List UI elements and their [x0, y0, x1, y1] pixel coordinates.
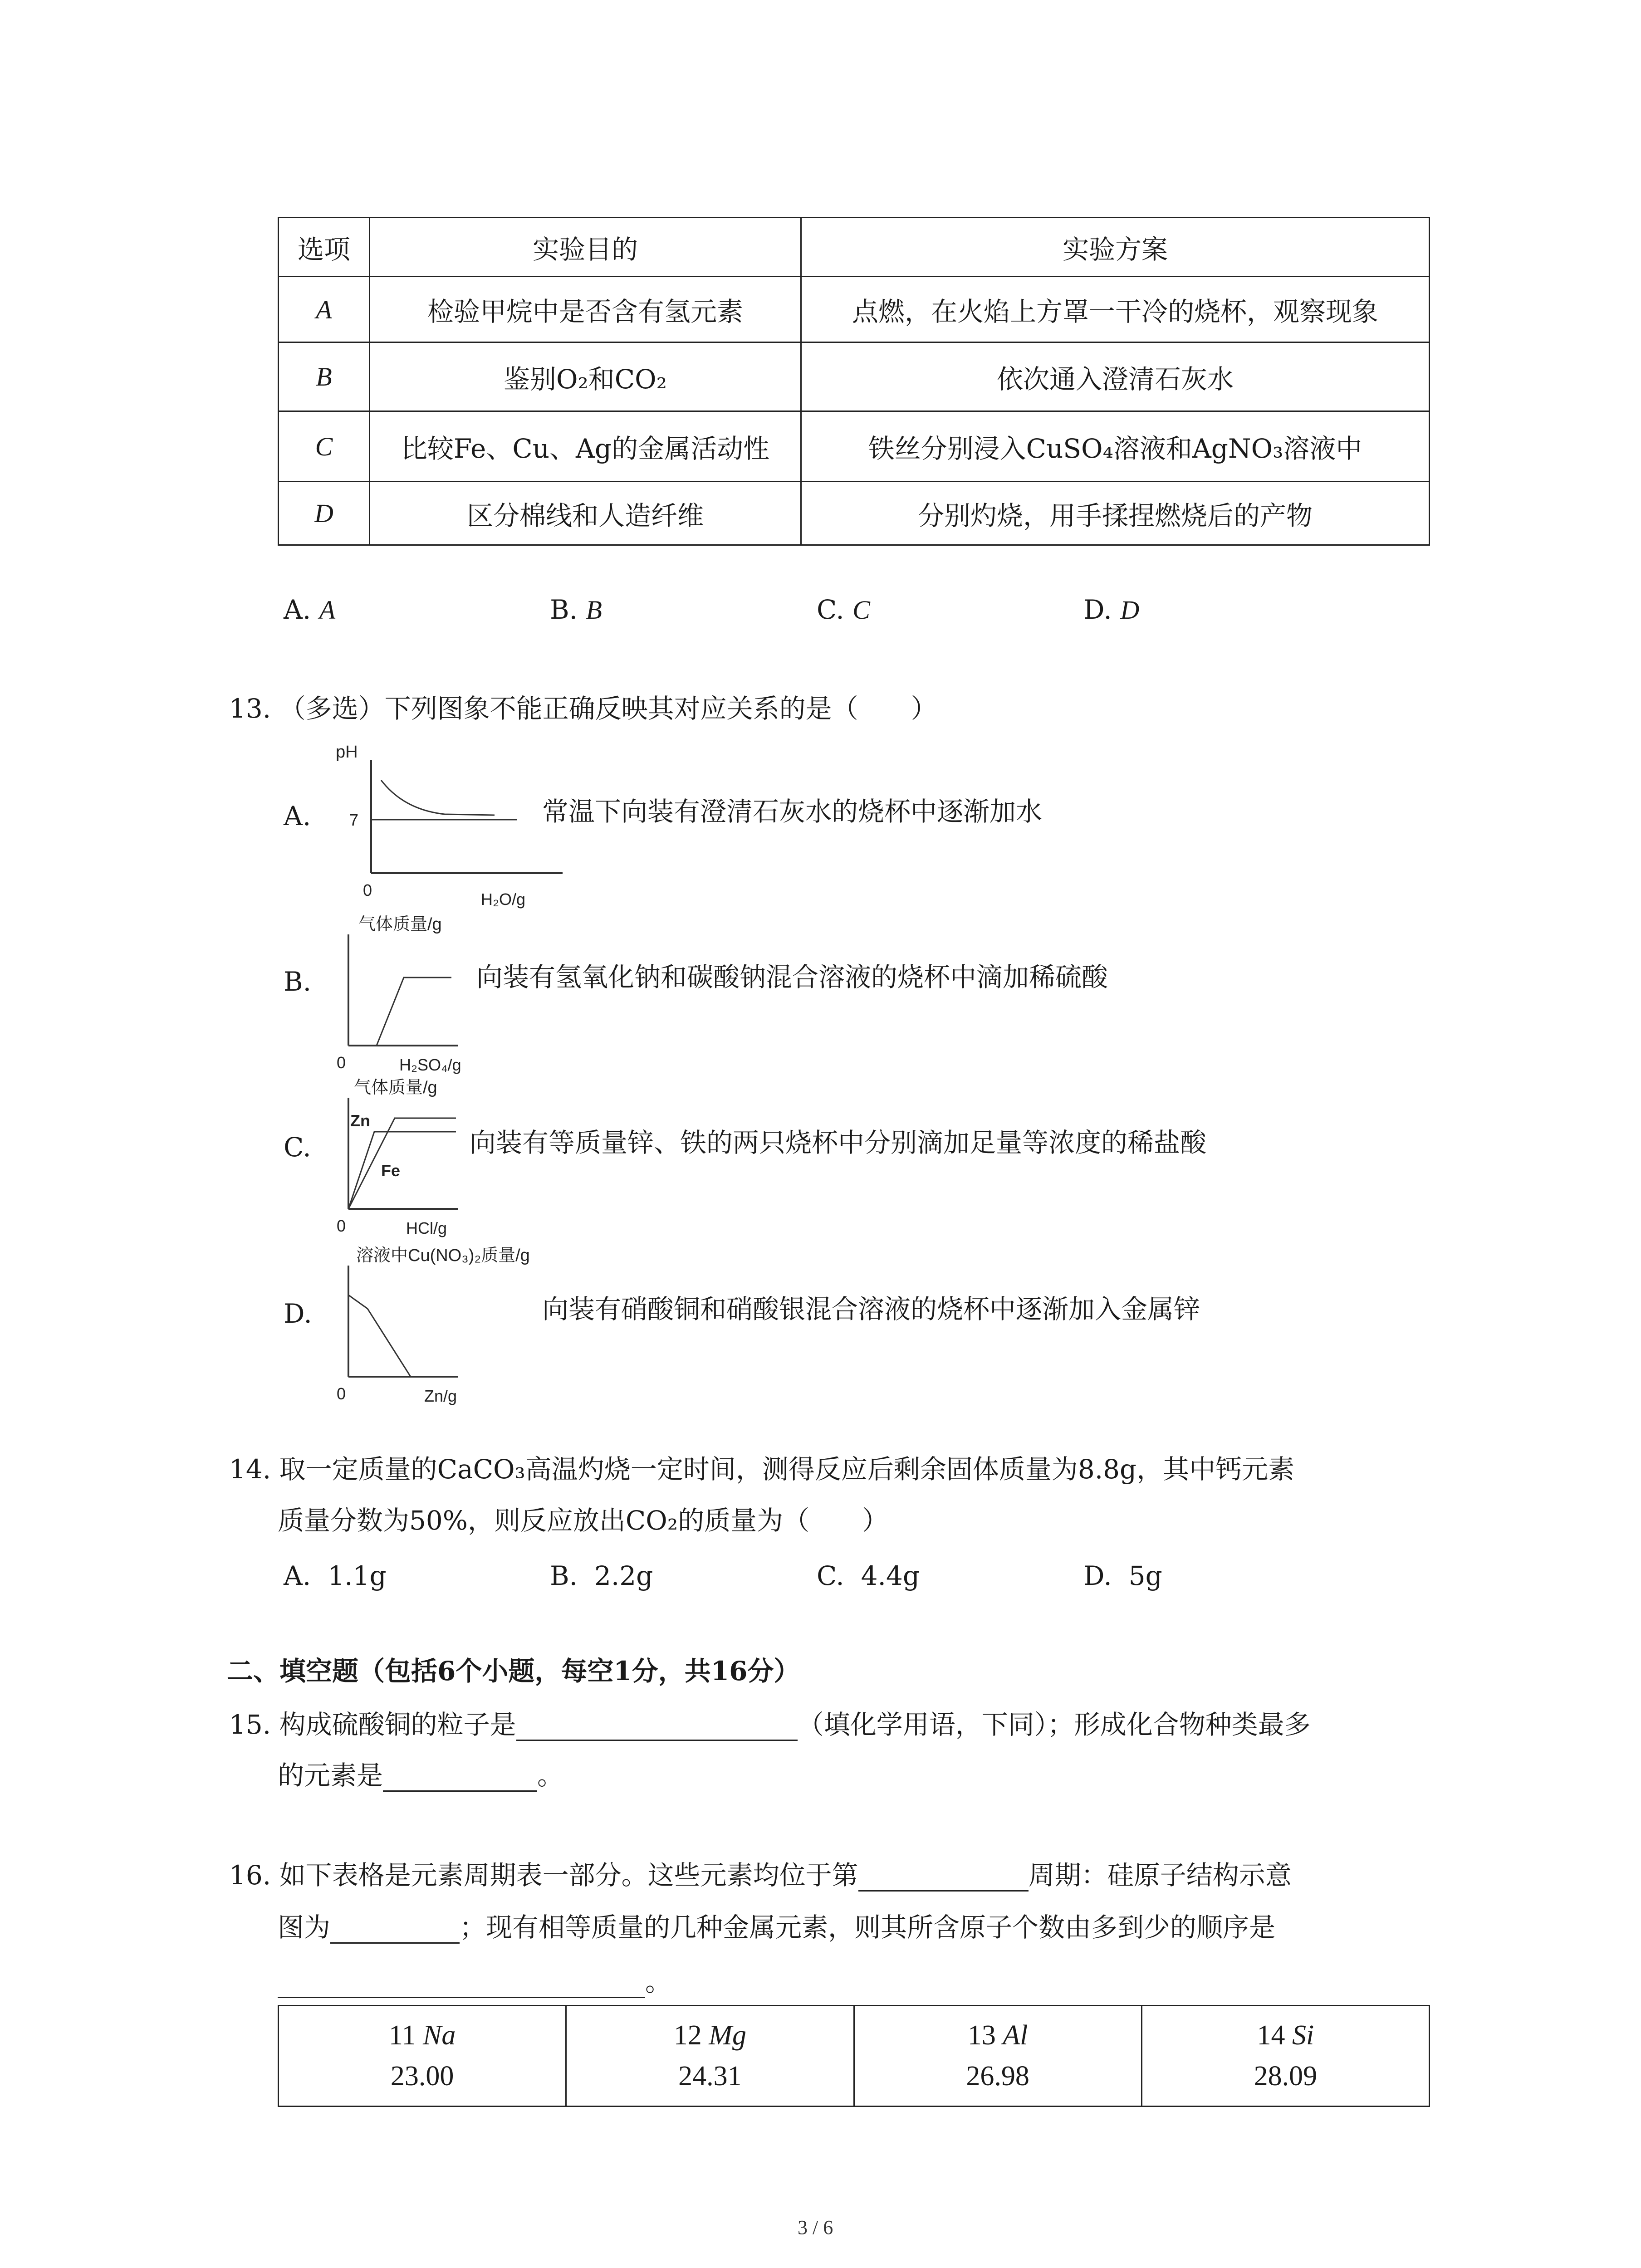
q12-choice-d[interactable]: D. D	[1083, 594, 1140, 625]
element-cell-si: 14 Si 28.09	[1141, 2006, 1429, 2107]
graph-d-origin: 0	[337, 1384, 346, 1403]
table-cell-purpose: 区分棉线和人造纤维	[370, 482, 801, 545]
table-cell-purpose: 鉴别O₂和CO₂	[370, 342, 801, 411]
graph-c-zn-line	[348, 1132, 456, 1209]
graph-d-ylabel: 溶液中Cu(NO₃)₂质量/g	[356, 1246, 530, 1265]
q15-line1: 15. 构成硫酸铜的粒子是 （填化学用语，下同）；形成化合物种类最多	[229, 1709, 1311, 1740]
section-2-heading: 二、填空题（包括6个小题，每空1分，共16分）	[227, 1656, 800, 1686]
graph-c-zn-label: Zn	[350, 1111, 370, 1130]
table-cell-plan: 铁丝分别浸入CuSO₄溶液和AgNO₃溶液中	[801, 411, 1430, 482]
table-cell-plan: 分别灼烧，用手揉捏燃烧后的产物	[801, 482, 1430, 545]
table-cell-plan: 依次通入澄清石灰水	[801, 342, 1430, 411]
table-row	[279, 411, 1430, 482]
q12-choice-a[interactable]: A. A	[284, 594, 336, 625]
graph-b-line	[348, 978, 451, 1046]
element-cell-na: 11 Na 23.00	[279, 2006, 566, 2107]
q14-choice-c[interactable]: C. 4.4g	[817, 1560, 920, 1591]
table-cell-option: A	[279, 277, 370, 342]
element-cell-mg: 12 Mg 24.31	[566, 2006, 854, 2107]
q16-blank-3[interactable]	[278, 1970, 645, 1998]
page-number: 3 / 6	[798, 2216, 833, 2239]
table-header-row	[279, 218, 1430, 277]
q14-line1: 14. 取一定质量的CaCO₃高温灼烧一定时间，测得反应后剩余固体质量为8.8g，其中钙元素	[229, 1454, 1295, 1485]
table-cell-purpose: 比较Fe、Cu、Ag的金属活动性	[370, 411, 801, 482]
table-row	[279, 277, 1430, 342]
element-cell-al: 13 Al 26.98	[854, 2006, 1141, 2107]
q16-blank-1[interactable]	[858, 1863, 1029, 1892]
q13-option-d-text: 向装有硝酸铜和硝酸银混合溶液的烧杯中逐渐加入金属锌	[542, 1294, 1200, 1325]
table-header-plan: 实验方案	[801, 218, 1430, 277]
q16-line2: 图为 ；现有相等质量的几种金属元素，则其所含原子个数由多到少的顺序是	[278, 1912, 1276, 1943]
graph-b-ylabel: 气体质量/g	[358, 915, 442, 934]
experiment-table	[278, 217, 1430, 546]
q13-option-c-label[interactable]: C.	[284, 1132, 311, 1163]
graph-a-curve	[381, 780, 495, 815]
table-header-option: 选项	[279, 218, 370, 277]
graph-a-origin: 0	[363, 881, 372, 899]
table-header-purpose: 实验目的	[370, 218, 801, 277]
q13-graph-d	[331, 1241, 567, 1408]
q13-option-a-text: 常温下向装有澄清石灰水的烧杯中逐渐加水	[542, 796, 1043, 827]
q13-option-a-label[interactable]: A.	[284, 801, 311, 831]
q14-line2: 质量分数为50%，则反应放出CO₂的质量为（ ）	[278, 1505, 889, 1536]
graph-c-xlabel: HCl/g	[406, 1219, 447, 1237]
q14-choice-d[interactable]: D. 5g	[1083, 1560, 1162, 1591]
table-cell-option: C	[279, 411, 370, 482]
periodic-table	[278, 2005, 1430, 2107]
q15-line2: 的元素是 。	[278, 1760, 564, 1791]
graph-b-xlabel: H₂SO₄/g	[399, 1056, 461, 1074]
table-cell-plan: 点燃，在火焰上方罩一干冷的烧杯，观察现象	[801, 277, 1430, 342]
q14-choice-b[interactable]: B. 2.2g	[550, 1560, 653, 1591]
graph-d-xlabel: Zn/g	[424, 1387, 457, 1405]
q13-option-b-text: 向装有氢氧化钠和碳酸钠混合溶液的烧杯中滴加稀硫酸	[476, 962, 1108, 992]
q13-option-c-text: 向装有等质量锌、铁的两只烧杯中分别滴加足量等浓度的稀盐酸	[470, 1127, 1207, 1158]
q13-option-b-label[interactable]: B.	[284, 966, 312, 997]
graph-c-fe-label: Fe	[381, 1161, 401, 1180]
graph-a-ylabel: pH	[336, 743, 358, 762]
q15-blank-2[interactable]	[383, 1763, 537, 1792]
graph-c-ylabel: 气体质量/g	[354, 1078, 437, 1097]
table-cell-purpose: 检验甲烷中是否含有氢元素	[370, 277, 801, 342]
q13-stem: 13. （多选）下列图象不能正确反映其对应关系的是（ ）	[229, 693, 937, 724]
q16-blank-2[interactable]	[330, 1915, 460, 1944]
table-row	[279, 482, 1430, 545]
graph-c-origin: 0	[337, 1217, 346, 1235]
q16-line1: 16. 如下表格是元素周期表一部分。这些元素均位于第 周期：硅原子结构示意	[229, 1860, 1292, 1891]
graph-a-mark-7: 7	[349, 811, 359, 829]
table-row	[279, 342, 1430, 411]
table-cell-option: B	[279, 342, 370, 411]
q14-choice-a[interactable]: A. 1.1g	[284, 1560, 387, 1591]
graph-b-origin: 0	[337, 1053, 346, 1072]
q13-option-d-label[interactable]: D.	[284, 1298, 312, 1329]
graph-d-line	[348, 1295, 411, 1377]
q12-choice-c[interactable]: C. C	[817, 594, 870, 625]
q12-choice-b[interactable]: B. B	[550, 594, 602, 625]
q15-blank-1[interactable]	[516, 1712, 798, 1741]
graph-a-xlabel: H₂O/g	[481, 890, 525, 909]
q16-line3: 。	[278, 1966, 671, 1998]
table-cell-option: D	[279, 482, 370, 545]
